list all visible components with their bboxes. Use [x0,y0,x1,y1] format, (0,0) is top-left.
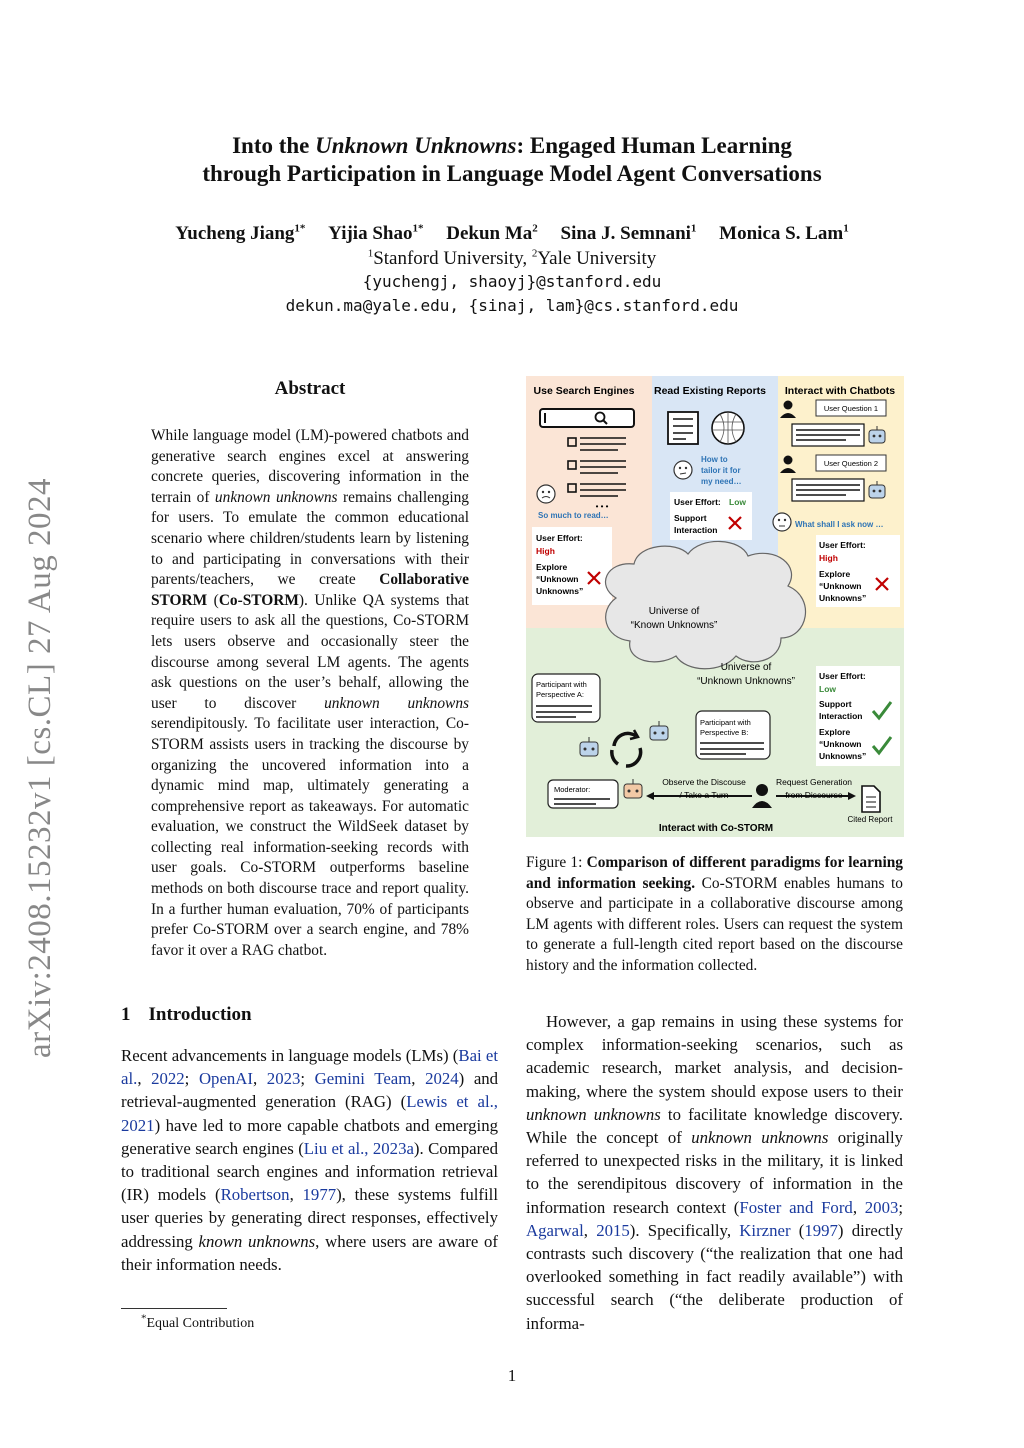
co-storm-header: Interact with Co-STORM [658,823,774,834]
author-name: Dekun Ma [446,223,533,244]
chat-effort-high: High [819,553,838,563]
affil-yale: Yale University [537,248,657,269]
search-bar [540,409,634,427]
request-generation-label: Request Generation from Discourse [775,777,853,800]
caption-text: Co-STORM enables humans to observe and participate in a collaborative discourse among LM agents with different roles. Users can request the system to generate a full-length cited report based on the discourse history and the information collected. [526,874,903,974]
wikipedia-globe-icon [712,412,744,444]
body-emphasis: unknown unknowns [691,1128,829,1148]
body-text: ; [898,1197,904,1217]
search-effort-high: High [536,546,555,556]
introduction-paragraph [121,1044,498,1276]
footnote-rule [121,1308,227,1309]
author-sup: 1 [690,222,697,235]
body-text: ), these systems fulfill user queries by generating direct responses, effectively addressing [121,1185,499,1251]
affil-sup-1: 1 [367,247,374,260]
citation-link[interactable]: 2024 [425,1069,459,1089]
figure-1-diagram [526,376,904,837]
author-sup: 2 [532,222,538,235]
section-heading-introduction [121,1004,501,1026]
affiliations [100,247,924,271]
body-text: However, a gap remains in using these systems for complex information-seeking scenarios, such as academic research, market analysis, and decision-making, where the system should expose users to their [526,1012,903,1101]
more-results-dots: • • • [595,502,609,511]
author-sup: 1 [843,222,849,235]
body-text: ) and retrieval-augmented generation (RAG) ( [121,1069,499,1112]
affil-stanford: Stanford University, [373,248,532,269]
citation-link[interactable]: Lewis et al., 2021 [121,1092,499,1135]
footnote-mark: * [141,1312,147,1325]
author-name: Yucheng Jiang [175,223,295,244]
user-question-2: User Question 2 [823,459,879,468]
abstract-text: While language model (LM)-powered chatbots and generative search engines excel at answering concrete queries, discovering information in the terrain of [151,427,469,506]
citation-link[interactable]: OpenAI [198,1069,253,1089]
search-explore: Explore “Unknown Unknowns” [536,562,584,596]
body-text: , [137,1069,152,1089]
abstract-emphasis: unknown unknowns [324,694,470,712]
unknown-unknowns-label: Universe of “Unknown Unknowns” [697,662,795,687]
citation-link[interactable]: 1977 [302,1185,337,1205]
body-text: ; [300,1069,315,1089]
section-title: Introduction [148,1004,252,1025]
abstract-text: serendipitously. To facilitate user interaction, Co-STORM assists users in tracking the discourse by organizing the uncovered information into a dynamic mind map, ultimately generating a comprehensive report as takeaways. For automatic evaluation, we construct the WildSeek dataset by collecting real information-seeking records with user goals. Co-STORM outperforms baseline methods on both discourse trace and report quality. In a further human evaluation, 70% of participants prefer Co-STORM over a search engine, and 78% favor it over a RAG chatbot. [151,715,469,959]
title-line-2: through Participation in Language Model Agent Conversations [202,161,822,186]
caption-label: Figure 1: [526,854,587,871]
chatbot-reply-1 [792,424,864,446]
author-4 [561,223,697,244]
citation-link[interactable]: Liu et al., 2023a [303,1138,414,1158]
citation-link[interactable]: Robertson [220,1185,290,1205]
observe-discourse-label: Observe the Discouse / Take a Turn [662,777,746,800]
abstract-bold: Collaborative STORM [151,571,469,609]
citation-link[interactable]: 1997 [804,1220,838,1240]
body-text: ). Specifically, [629,1220,740,1240]
abstract-emphasis: unknown unknowns [214,488,338,506]
author-2 [328,223,423,244]
citation-link[interactable]: Kirzner [739,1220,791,1240]
body-text: , [583,1220,597,1240]
reports-support-interaction: Support Interaction [674,513,718,535]
reports-effort-label: User Effort: [674,497,721,507]
figure-1-caption [526,853,903,977]
author-name: Monica S. Lam [719,223,844,244]
citation-link[interactable]: 2023 [266,1069,301,1089]
overwhelmed-face-icon [537,485,555,503]
participant-b-label: Participant with Perspective B: [700,718,751,737]
thinking-face-icon [773,513,791,531]
known-unknowns-cloud [606,541,806,668]
author-5 [719,223,849,244]
author-3 [446,223,538,244]
body-text: ). Compared to traditional search engines and information retrieval (IR) models ( [121,1138,498,1205]
costorm-effort-label: User Effort: [819,671,866,681]
user-question-1: User Question 1 [823,404,879,413]
email-line-1[interactable]: {yuchengj, shaoyj}@stanford.edu [362,272,662,291]
body-text: , where users are aware of their information needs. [121,1231,498,1274]
citation-link[interactable]: Bai et al. [121,1046,499,1089]
page-number: 1 [507,1366,517,1385]
body-text: , [411,1069,426,1089]
right-column-paragraph [526,1010,903,1335]
body-emphasis: unknown unknowns [526,1104,661,1124]
document-icon [668,412,698,444]
body-text: ) directly contrasts such discovery (“the realization that one had overlooked something in fact readily available”) with successful search (“the deliberate production of informa- [526,1220,903,1333]
costorm-explore: Explore “Unknown Unknowns” [819,727,867,761]
abstract-heading: Abstract [274,378,346,399]
author-name: Sina J. Semnani [560,223,691,244]
confused-face-icon [674,461,692,479]
citation-link[interactable]: 2003 [864,1197,899,1217]
author-sup: 1* [294,222,306,235]
body-text: Recent advancements in language models (LMs) ( [121,1046,459,1065]
search-effort-label: User Effort: [536,533,583,543]
chat-explore: Explore “Unknown Unknowns” [819,569,867,603]
body-text: , [852,1197,865,1217]
chatbots-header: Interact with Chatbots [784,385,896,397]
title-line-1 [100,132,924,160]
costorm-support-interaction: Support Interaction [819,699,863,721]
title-post: : Engaged Human Learning [516,133,792,158]
body-text: ; [184,1069,199,1089]
caption-bold: Comparison of different paradigms for learning and information seeking. [526,854,903,892]
how-to-tailor: How to tailor it for my need… [701,455,742,486]
paper-title [100,132,924,188]
body-text: , [289,1185,303,1205]
moderator-label: Moderator: [554,785,591,794]
author-name: Yijia Shao [328,223,413,244]
participant-a-label: Participant with Perspective A: [536,680,587,699]
body-text: originally referred to unexpected risks in the military, it is linked to the serendipitous discovery of information in the information research context ( [526,1128,903,1217]
citation-link[interactable]: Agarwal [526,1220,584,1240]
citation-link[interactable]: Gemini Team [314,1069,412,1089]
body-text: ) have led to more capable chatbots and emerging generative search engines ( [121,1115,498,1158]
author-sup: 1* [412,222,424,235]
footnote [141,1312,255,1332]
chat-effort-label: User Effort: [819,540,866,550]
reports-effort-low: Low [729,497,746,507]
body-emphasis: known unknowns [198,1231,316,1251]
abstract-text: remains challenging for users. To emulate the common educational scenario where children/students learn by listening to and participating in conversations with their parents/teachers, we create [151,488,469,589]
title-pre: Into the [232,133,316,158]
abstract-text: ). Unlike QA systems that require users to ask all the questions, Co-STORM lets users observe and occasionally steer the discourse among several LM agents. The agents ask questions on the user’s behalf, allowing the user to discover [151,591,469,712]
affil-sup-2: 2 [531,247,538,260]
arxiv-identifier[interactable]: arXiv:2408.15232v1 [cs.CL] 27 Aug 2024 [22,478,58,1058]
citation-link[interactable]: Foster and Ford [739,1197,853,1217]
so-much-to-read: So much to read… [538,511,609,520]
cited-report-icon [862,786,880,812]
email-line-2[interactable]: dekun.ma@yale.edu, {sinaj, lam}@cs.stanford.edu [285,296,739,315]
citation-link[interactable]: 2015 [596,1220,630,1240]
abstract-body [151,426,469,961]
costorm-effort-low: Low [819,684,836,694]
body-text: to facilitate knowledge discovery. While the concept of [526,1104,903,1148]
author-list [100,222,924,246]
abstract-text: ( [207,591,219,609]
body-text: , [253,1069,267,1089]
search-engines-header: Use Search Engines [533,385,635,397]
section-number: 1 [121,1004,131,1025]
footnote-text: Equal Contribution [146,1316,255,1331]
chatbot-reply-2 [792,479,864,501]
known-unknowns-label: Universe of “Known Unknowns” [630,606,718,631]
author-1 [175,223,305,244]
existing-reports-header: Read Existing Reports [653,385,767,397]
abstract-bold: Co-STORM [218,591,299,609]
cited-report-label: Cited Report [847,815,893,824]
what-shall-i-ask: What shall I ask now … [795,520,884,529]
citation-link[interactable]: 2022 [151,1069,185,1089]
title-emphasis: Unknown Unknowns [315,133,517,158]
body-text: ( [790,1220,805,1240]
